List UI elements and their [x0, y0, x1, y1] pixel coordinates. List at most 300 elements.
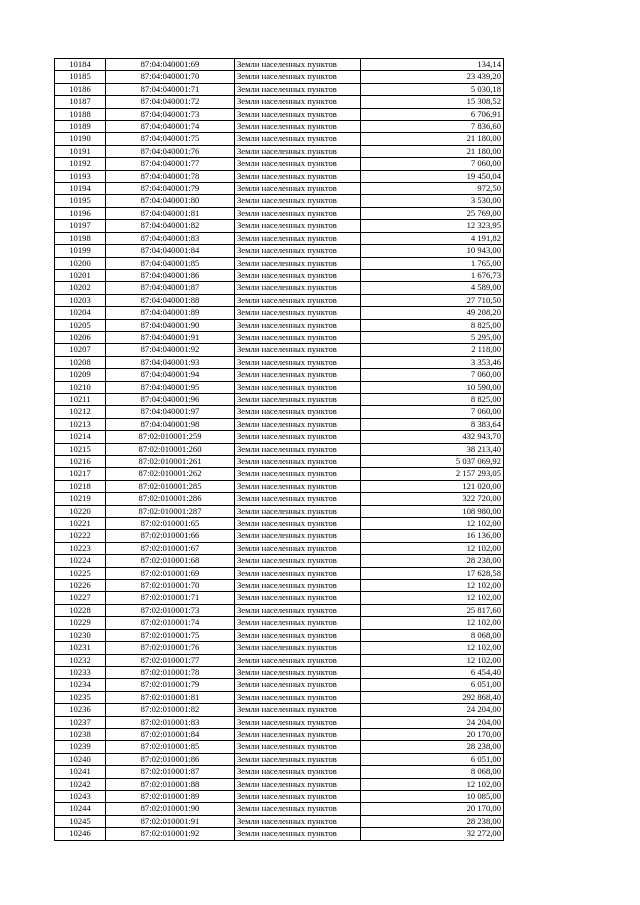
land-category: Земли населенных пунктов [235, 815, 361, 827]
cadastral-value: 4 191,82 [361, 232, 504, 244]
row-number: 10220 [55, 505, 106, 517]
table-row [55, 790, 504, 802]
table-row [55, 679, 504, 691]
cadastral-number: 87:04:040001:90 [106, 319, 235, 331]
cadastral-number: 87:02:010001:260 [106, 443, 235, 455]
cadastral-value: 8 068,00 [361, 629, 504, 641]
table-row [55, 666, 504, 678]
cadastral-value: 8 383,64 [361, 418, 504, 430]
table-row [55, 431, 504, 443]
land-category: Земли населенных пунктов [235, 170, 361, 182]
cadastral-value: 20 170,00 [361, 728, 504, 740]
cadastral-number: 87:04:040001:81 [106, 207, 235, 219]
cadastral-number: 87:02:010001:87 [106, 766, 235, 778]
cadastral-value: 12 102,00 [361, 654, 504, 666]
land-category: Земли населенных пунктов [235, 716, 361, 728]
row-number: 10221 [55, 518, 106, 530]
cadastral-value: 322 720,00 [361, 493, 504, 505]
land-category: Земли населенных пунктов [235, 828, 361, 840]
row-number: 10209 [55, 369, 106, 381]
table-row [55, 530, 504, 542]
table-row [55, 232, 504, 244]
table-row [55, 406, 504, 418]
land-category: Земли населенных пунктов [235, 555, 361, 567]
cadastral-value: 19 450,04 [361, 170, 504, 182]
table-row [55, 133, 504, 145]
table-row [55, 815, 504, 827]
land-category: Земли населенных пунктов [235, 369, 361, 381]
row-number: 10213 [55, 418, 106, 430]
cadastral-number: 87:02:010001:84 [106, 728, 235, 740]
table-row [55, 828, 504, 840]
cadastral-number: 87:04:040001:87 [106, 282, 235, 294]
land-category: Земли населенных пунктов [235, 418, 361, 430]
cadastral-number: 87:04:040001:79 [106, 183, 235, 195]
cadastral-number: 87:04:040001:96 [106, 393, 235, 405]
table-row [55, 493, 504, 505]
row-number: 10240 [55, 753, 106, 765]
cadastral-value: 20 170,00 [361, 803, 504, 815]
cadastral-value: 23 439,20 [361, 71, 504, 83]
row-number: 10216 [55, 456, 106, 468]
row-number: 10231 [55, 642, 106, 654]
cadastral-number: 87:02:010001:83 [106, 716, 235, 728]
land-category: Земли населенных пунктов [235, 232, 361, 244]
land-category: Земли населенных пунктов [235, 344, 361, 356]
land-category: Земли населенных пунктов [235, 257, 361, 269]
cadastral-value: 1 765,00 [361, 257, 504, 269]
row-number: 10224 [55, 555, 106, 567]
table-row [55, 704, 504, 716]
cadastral-value: 32 272,00 [361, 828, 504, 840]
cadastral-value: 24 204,00 [361, 704, 504, 716]
land-category: Земли населенных пунктов [235, 468, 361, 480]
row-number: 10218 [55, 480, 106, 492]
table-row [55, 691, 504, 703]
row-number: 10187 [55, 96, 106, 108]
table-body [55, 59, 504, 841]
document-page [54, 58, 503, 841]
row-number: 10191 [55, 145, 106, 157]
land-category: Земли населенных пунктов [235, 456, 361, 468]
cadastral-number: 87:02:010001:70 [106, 580, 235, 592]
land-category: Земли населенных пунктов [235, 121, 361, 133]
row-number: 10242 [55, 778, 106, 790]
land-category: Земли населенных пунктов [235, 691, 361, 703]
cadastral-value: 27 710,50 [361, 294, 504, 306]
table-row [55, 592, 504, 604]
land-category: Земли населенных пунктов [235, 431, 361, 443]
land-category: Земли населенных пунктов [235, 629, 361, 641]
row-number: 10199 [55, 245, 106, 257]
cadastral-number: 87:02:010001:262 [106, 468, 235, 480]
land-category: Земли населенных пунктов [235, 542, 361, 554]
land-category: Земли населенных пунктов [235, 158, 361, 170]
cadastral-value: 2 157 293,05 [361, 468, 504, 480]
row-number: 10245 [55, 815, 106, 827]
land-category: Земли населенных пунктов [235, 642, 361, 654]
land-category: Земли населенных пунктов [235, 83, 361, 95]
table-row [55, 344, 504, 356]
row-number: 10227 [55, 592, 106, 604]
row-number: 10226 [55, 580, 106, 592]
row-number: 10215 [55, 443, 106, 455]
table-row [55, 741, 504, 753]
table-row [55, 71, 504, 83]
land-category: Земли населенных пунктов [235, 245, 361, 257]
cadastral-value: 6 454,40 [361, 666, 504, 678]
cadastral-number: 87:02:010001:81 [106, 691, 235, 703]
row-number: 10185 [55, 71, 106, 83]
land-category: Земли населенных пунктов [235, 480, 361, 492]
cadastral-value: 5 295,00 [361, 331, 504, 343]
cadastral-value: 4 589,00 [361, 282, 504, 294]
table-row [55, 505, 504, 517]
land-category: Земли населенных пунктов [235, 741, 361, 753]
row-number: 10232 [55, 654, 106, 666]
cadastral-value: 28 238,00 [361, 815, 504, 827]
row-number: 10198 [55, 232, 106, 244]
cadastral-number: 87:04:040001:77 [106, 158, 235, 170]
cadastral-number: 87:04:040001:98 [106, 418, 235, 430]
land-category: Земли населенных пунктов [235, 518, 361, 530]
cadastral-value: 7 060,00 [361, 158, 504, 170]
cadastral-number: 87:04:040001:72 [106, 96, 235, 108]
land-category: Земли населенных пунктов [235, 666, 361, 678]
row-number: 10214 [55, 431, 106, 443]
land-category: Земли населенных пунктов [235, 220, 361, 232]
cadastral-number: 87:02:010001:89 [106, 790, 235, 802]
cadastral-value-table [54, 58, 504, 841]
table-row [55, 356, 504, 368]
cadastral-number: 87:04:040001:97 [106, 406, 235, 418]
cadastral-value: 1 676,73 [361, 269, 504, 281]
row-number: 10193 [55, 170, 106, 182]
table-row [55, 59, 504, 71]
cadastral-number: 87:04:040001:76 [106, 145, 235, 157]
table-row [55, 617, 504, 629]
cadastral-number: 87:02:010001:68 [106, 555, 235, 567]
row-number: 10189 [55, 121, 106, 133]
row-number: 10241 [55, 766, 106, 778]
row-number: 10195 [55, 195, 106, 207]
cadastral-value: 8 825,00 [361, 393, 504, 405]
table-row [55, 604, 504, 616]
table-row [55, 294, 504, 306]
land-category: Земли населенных пунктов [235, 803, 361, 815]
row-number: 10211 [55, 393, 106, 405]
land-category: Земли населенных пунктов [235, 319, 361, 331]
table-row [55, 480, 504, 492]
cadastral-value: 8 068,00 [361, 766, 504, 778]
row-number: 10243 [55, 790, 106, 802]
land-category: Земли населенных пунктов [235, 530, 361, 542]
row-number: 10201 [55, 269, 106, 281]
cadastral-number: 87:04:040001:85 [106, 257, 235, 269]
table-row [55, 778, 504, 790]
table-row [55, 393, 504, 405]
cadastral-number: 87:02:010001:261 [106, 456, 235, 468]
cadastral-value: 21 180,00 [361, 145, 504, 157]
row-number: 10208 [55, 356, 106, 368]
cadastral-number: 87:02:010001:82 [106, 704, 235, 716]
cadastral-number: 87:04:040001:69 [106, 59, 235, 71]
row-number: 10238 [55, 728, 106, 740]
land-category: Земли населенных пунктов [235, 778, 361, 790]
land-category: Земли населенных пунктов [235, 567, 361, 579]
land-category: Земли населенных пунктов [235, 592, 361, 604]
cadastral-number: 87:02:010001:92 [106, 828, 235, 840]
cadastral-value: 7 060,00 [361, 369, 504, 381]
cadastral-number: 87:02:010001:79 [106, 679, 235, 691]
cadastral-value: 2 118,00 [361, 344, 504, 356]
land-category: Земли населенных пунктов [235, 282, 361, 294]
land-category: Земли населенных пунктов [235, 393, 361, 405]
cadastral-number: 87:04:040001:84 [106, 245, 235, 257]
land-category: Земли населенных пунктов [235, 183, 361, 195]
row-number: 10188 [55, 108, 106, 120]
row-number: 10222 [55, 530, 106, 542]
land-category: Земли населенных пунктов [235, 356, 361, 368]
table-row [55, 468, 504, 480]
land-category: Земли населенных пунктов [235, 604, 361, 616]
land-category: Земли населенных пунктов [235, 133, 361, 145]
row-number: 10236 [55, 704, 106, 716]
row-number: 10210 [55, 381, 106, 393]
table-row [55, 183, 504, 195]
cadastral-number: 87:02:010001:91 [106, 815, 235, 827]
table-row [55, 220, 504, 232]
row-number: 10184 [55, 59, 106, 71]
table-row [55, 654, 504, 666]
row-number: 10230 [55, 629, 106, 641]
cadastral-value: 8 825,00 [361, 319, 504, 331]
land-category: Земли населенных пунктов [235, 617, 361, 629]
cadastral-number: 87:04:040001:80 [106, 195, 235, 207]
land-category: Земли населенных пунктов [235, 654, 361, 666]
land-category: Земли населенных пунктов [235, 59, 361, 71]
cadastral-number: 87:04:040001:92 [106, 344, 235, 356]
table-row [55, 331, 504, 343]
row-number: 10234 [55, 679, 106, 691]
row-number: 10196 [55, 207, 106, 219]
cadastral-number: 87:02:010001:76 [106, 642, 235, 654]
land-category: Земли населенных пунктов [235, 71, 361, 83]
cadastral-value: 7 836,60 [361, 121, 504, 133]
cadastral-value: 6 051,00 [361, 679, 504, 691]
table-row [55, 269, 504, 281]
row-number: 10204 [55, 307, 106, 319]
cadastral-number: 87:04:040001:83 [106, 232, 235, 244]
table-row [55, 195, 504, 207]
land-category: Земли населенных пунктов [235, 704, 361, 716]
table-row [55, 282, 504, 294]
row-number: 10235 [55, 691, 106, 703]
row-number: 10202 [55, 282, 106, 294]
cadastral-value: 21 180,00 [361, 133, 504, 145]
table-row [55, 629, 504, 641]
table-row [55, 96, 504, 108]
table-row [55, 542, 504, 554]
cadastral-value: 10 085,00 [361, 790, 504, 802]
land-category: Земли населенных пунктов [235, 679, 361, 691]
cadastral-number: 87:02:010001:287 [106, 505, 235, 517]
cadastral-value: 292 868,40 [361, 691, 504, 703]
table-row [55, 207, 504, 219]
table-row [55, 158, 504, 170]
cadastral-value: 6 706,91 [361, 108, 504, 120]
cadastral-value: 38 213,40 [361, 443, 504, 455]
table-row [55, 108, 504, 120]
cadastral-number: 87:02:010001:73 [106, 604, 235, 616]
cadastral-value: 6 051,00 [361, 753, 504, 765]
cadastral-number: 87:02:010001:85 [106, 741, 235, 753]
cadastral-value: 17 628,58 [361, 567, 504, 579]
cadastral-number: 87:02:010001:75 [106, 629, 235, 641]
land-category: Земли населенных пунктов [235, 96, 361, 108]
cadastral-number: 87:04:040001:78 [106, 170, 235, 182]
land-category: Земли населенных пунктов [235, 580, 361, 592]
cadastral-number: 87:02:010001:90 [106, 803, 235, 815]
land-category: Земли населенных пунктов [235, 766, 361, 778]
table-row [55, 753, 504, 765]
table-row [55, 245, 504, 257]
cadastral-value: 49 208,20 [361, 307, 504, 319]
table-row [55, 728, 504, 740]
table-row [55, 642, 504, 654]
cadastral-value: 121 020,00 [361, 480, 504, 492]
land-category: Земли населенных пунктов [235, 790, 361, 802]
cadastral-value: 12 323,95 [361, 220, 504, 232]
table-row [55, 567, 504, 579]
cadastral-value: 5 037 069,92 [361, 456, 504, 468]
land-category: Земли населенных пунктов [235, 753, 361, 765]
cadastral-number: 87:02:010001:285 [106, 480, 235, 492]
table-row [55, 555, 504, 567]
land-category: Земли населенных пунктов [235, 307, 361, 319]
table-row [55, 418, 504, 430]
cadastral-value: 25 817,60 [361, 604, 504, 616]
cadastral-number: 87:04:040001:89 [106, 307, 235, 319]
cadastral-number: 87:04:040001:95 [106, 381, 235, 393]
table-row [55, 121, 504, 133]
cadastral-value: 108 980,00 [361, 505, 504, 517]
cadastral-value: 432 943,70 [361, 431, 504, 443]
row-number: 10200 [55, 257, 106, 269]
row-number: 10229 [55, 617, 106, 629]
row-number: 10225 [55, 567, 106, 579]
cadastral-number: 87:02:010001:77 [106, 654, 235, 666]
cadastral-number: 87:04:040001:71 [106, 83, 235, 95]
row-number: 10207 [55, 344, 106, 356]
row-number: 10194 [55, 183, 106, 195]
row-number: 10190 [55, 133, 106, 145]
land-category: Земли населенных пунктов [235, 269, 361, 281]
table-row [55, 257, 504, 269]
table-row [55, 381, 504, 393]
row-number: 10212 [55, 406, 106, 418]
cadastral-value: 12 102,00 [361, 617, 504, 629]
cadastral-number: 87:04:040001:70 [106, 71, 235, 83]
cadastral-number: 87:04:040001:82 [106, 220, 235, 232]
row-number: 10205 [55, 319, 106, 331]
land-category: Земли населенных пунктов [235, 108, 361, 120]
row-number: 10246 [55, 828, 106, 840]
row-number: 10197 [55, 220, 106, 232]
cadastral-value: 15 308,52 [361, 96, 504, 108]
cadastral-value: 3 353,46 [361, 356, 504, 368]
cadastral-value: 134,14 [361, 59, 504, 71]
cadastral-value: 28 238,00 [361, 555, 504, 567]
row-number: 10223 [55, 542, 106, 554]
cadastral-value: 12 102,00 [361, 542, 504, 554]
cadastral-number: 87:02:010001:66 [106, 530, 235, 542]
cadastral-number: 87:02:010001:259 [106, 431, 235, 443]
row-number: 10237 [55, 716, 106, 728]
cadastral-number: 87:02:010001:86 [106, 753, 235, 765]
table-row [55, 307, 504, 319]
table-row [55, 580, 504, 592]
cadastral-value: 12 102,00 [361, 518, 504, 530]
land-category: Земли населенных пунктов [235, 195, 361, 207]
table-row [55, 145, 504, 157]
row-number: 10206 [55, 331, 106, 343]
land-category: Земли населенных пунктов [235, 145, 361, 157]
land-category: Земли населенных пунктов [235, 381, 361, 393]
cadastral-value: 12 102,00 [361, 592, 504, 604]
land-category: Земли населенных пунктов [235, 331, 361, 343]
cadastral-value: 12 102,00 [361, 778, 504, 790]
cadastral-number: 87:04:040001:91 [106, 331, 235, 343]
table-row [55, 766, 504, 778]
cadastral-number: 87:02:010001:71 [106, 592, 235, 604]
table-row [55, 170, 504, 182]
cadastral-number: 87:04:040001:75 [106, 133, 235, 145]
row-number: 10219 [55, 493, 106, 505]
land-category: Земли населенных пунктов [235, 728, 361, 740]
row-number: 10244 [55, 803, 106, 815]
row-number: 10217 [55, 468, 106, 480]
cadastral-value: 10 943,00 [361, 245, 504, 257]
cadastral-number: 87:02:010001:74 [106, 617, 235, 629]
cadastral-number: 87:02:010001:88 [106, 778, 235, 790]
land-category: Земли населенных пунктов [235, 443, 361, 455]
cadastral-value: 972,50 [361, 183, 504, 195]
table-row [55, 803, 504, 815]
land-category: Земли населенных пунктов [235, 406, 361, 418]
cadastral-number: 87:04:040001:88 [106, 294, 235, 306]
table-row [55, 456, 504, 468]
cadastral-number: 87:02:010001:65 [106, 518, 235, 530]
row-number: 10186 [55, 83, 106, 95]
cadastral-number: 87:04:040001:93 [106, 356, 235, 368]
cadastral-number: 87:04:040001:74 [106, 121, 235, 133]
cadastral-number: 87:04:040001:94 [106, 369, 235, 381]
cadastral-number: 87:02:010001:67 [106, 542, 235, 554]
cadastral-number: 87:04:040001:86 [106, 269, 235, 281]
land-category: Земли населенных пунктов [235, 493, 361, 505]
row-number: 10228 [55, 604, 106, 616]
cadastral-value: 16 136,00 [361, 530, 504, 542]
row-number: 10203 [55, 294, 106, 306]
table-row [55, 716, 504, 728]
cadastral-number: 87:04:040001:73 [106, 108, 235, 120]
cadastral-number: 87:02:010001:286 [106, 493, 235, 505]
cadastral-number: 87:02:010001:69 [106, 567, 235, 579]
cadastral-value: 12 102,00 [361, 580, 504, 592]
cadastral-value: 10 590,00 [361, 381, 504, 393]
cadastral-number: 87:02:010001:78 [106, 666, 235, 678]
